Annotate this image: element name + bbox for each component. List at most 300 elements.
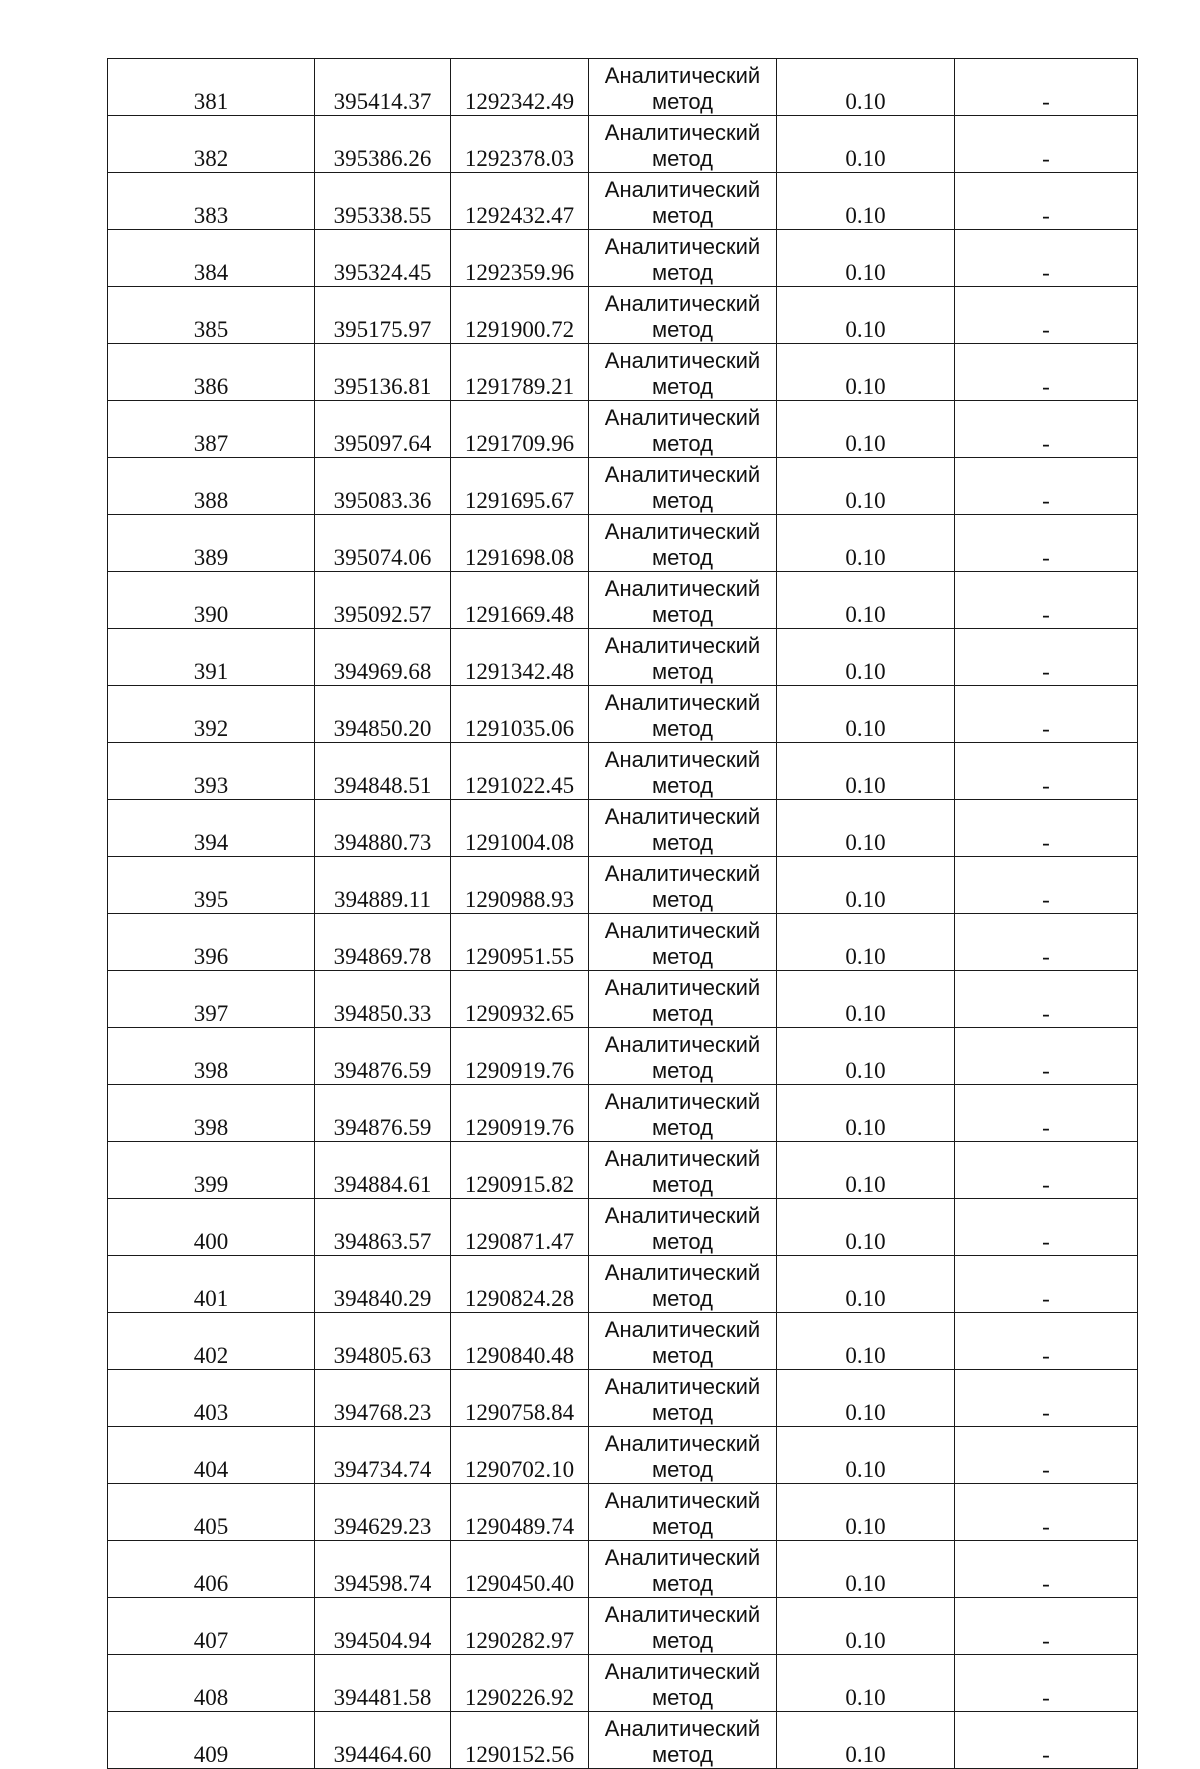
y-coordinate-text: 1290702.10: [464, 1457, 575, 1482]
method-text: Аналитический метод: [604, 120, 761, 171]
y-coordinate-text: 1291035.06: [464, 716, 575, 741]
point-number-text: 385: [193, 317, 229, 342]
table-row: [108, 1541, 1138, 1598]
point-number-text: 407: [193, 1628, 229, 1653]
accuracy-text: 0.10: [845, 830, 886, 855]
point-number-cell: [108, 1313, 315, 1370]
table-row: [108, 458, 1138, 515]
point-number-text: 393: [193, 773, 229, 798]
method-cell: [589, 173, 777, 230]
x-coordinate-text: 394850.33: [333, 1001, 432, 1026]
point-number-cell: [108, 1028, 315, 1085]
x-coordinate-cell: [315, 857, 451, 914]
accuracy-text: 0.10: [845, 1514, 886, 1539]
note-text: -: [1042, 89, 1050, 114]
y-coordinate-cell: [451, 1427, 589, 1484]
x-coordinate-cell: [315, 686, 451, 743]
y-coordinate-text: 1290871.47: [464, 1229, 575, 1254]
note-cell: [955, 1598, 1138, 1655]
note-text: -: [1042, 488, 1050, 513]
method-cell: [589, 1712, 777, 1769]
table-row: [108, 1427, 1138, 1484]
table-row: [108, 800, 1138, 857]
y-coordinate-cell: [451, 1541, 589, 1598]
y-coordinate-cell: [451, 914, 589, 971]
note-cell: [955, 971, 1138, 1028]
x-coordinate-text: 395097.64: [333, 431, 432, 456]
point-number-text: 396: [193, 944, 229, 969]
point-number-cell: [108, 287, 315, 344]
note-text: -: [1042, 431, 1050, 456]
y-coordinate-text: 1291698.08: [464, 545, 575, 570]
y-coordinate-cell: [451, 59, 589, 116]
accuracy-text: 0.10: [845, 773, 886, 798]
y-coordinate-text: 1290988.93: [464, 887, 575, 912]
point-number-cell: [108, 515, 315, 572]
method-cell: [589, 1085, 777, 1142]
x-coordinate-cell: [315, 1370, 451, 1427]
x-coordinate-text: 394876.59: [333, 1058, 432, 1083]
point-number-cell: [108, 1541, 315, 1598]
x-coordinate-text: 394598.74: [333, 1571, 432, 1596]
table-row: [108, 344, 1138, 401]
method-cell: [589, 857, 777, 914]
x-coordinate-text: 394876.59: [333, 1115, 432, 1140]
y-coordinate-cell: [451, 1256, 589, 1313]
point-number-cell: [108, 458, 315, 515]
accuracy-text: 0.10: [845, 1628, 886, 1653]
note-cell: [955, 1199, 1138, 1256]
point-number-cell: [108, 857, 315, 914]
x-coordinate-text: 395175.97: [333, 317, 432, 342]
note-text: -: [1042, 830, 1050, 855]
x-coordinate-cell: [315, 629, 451, 686]
method-cell: [589, 914, 777, 971]
accuracy-text: 0.10: [845, 1457, 886, 1482]
y-coordinate-text: 1291342.48: [464, 659, 575, 684]
x-coordinate-text: 394805.63: [333, 1343, 432, 1368]
method-cell: [589, 686, 777, 743]
accuracy-text: 0.10: [845, 1571, 886, 1596]
y-coordinate-cell: [451, 1313, 589, 1370]
note-cell: [955, 1370, 1138, 1427]
table-row: [108, 1370, 1138, 1427]
point-number-text: 399: [193, 1172, 229, 1197]
method-text: Аналитический метод: [604, 348, 761, 399]
accuracy-cell: [777, 857, 955, 914]
table-row: [108, 173, 1138, 230]
accuracy-cell: [777, 173, 955, 230]
y-coordinate-cell: [451, 1370, 589, 1427]
accuracy-text: 0.10: [845, 431, 886, 456]
note-cell: [955, 116, 1138, 173]
point-number-text: 400: [193, 1229, 229, 1254]
accuracy-text: 0.10: [845, 317, 886, 342]
method-text: Аналитический метод: [604, 1032, 761, 1083]
accuracy-cell: [777, 1655, 955, 1712]
point-number-cell: [108, 116, 315, 173]
method-cell: [589, 572, 777, 629]
note-cell: [955, 1712, 1138, 1769]
point-number-text: 395: [193, 887, 229, 912]
accuracy-text: 0.10: [845, 1400, 886, 1425]
note-text: -: [1042, 1400, 1050, 1425]
table-row: [108, 1142, 1138, 1199]
method-cell: [589, 515, 777, 572]
y-coordinate-cell: [451, 686, 589, 743]
x-coordinate-cell: [315, 344, 451, 401]
accuracy-text: 0.10: [845, 545, 886, 570]
method-cell: [589, 1655, 777, 1712]
accuracy-text: 0.10: [845, 1058, 886, 1083]
x-coordinate-text: 394840.29: [333, 1286, 432, 1311]
x-coordinate-text: 394629.23: [333, 1514, 432, 1539]
table-row: [108, 914, 1138, 971]
note-cell: [955, 572, 1138, 629]
x-coordinate-cell: [315, 1256, 451, 1313]
point-number-cell: [108, 1370, 315, 1427]
table-row: [108, 1256, 1138, 1313]
accuracy-text: 0.10: [845, 1172, 886, 1197]
x-coordinate-cell: [315, 401, 451, 458]
accuracy-cell: [777, 1028, 955, 1085]
point-number-text: 391: [193, 659, 229, 684]
y-coordinate-text: 1290152.56: [464, 1742, 575, 1767]
note-text: -: [1042, 1343, 1050, 1368]
y-coordinate-cell: [451, 1142, 589, 1199]
note-cell: [955, 287, 1138, 344]
y-coordinate-text: 1291669.48: [464, 602, 575, 627]
y-coordinate-cell: [451, 230, 589, 287]
point-number-text: 390: [193, 602, 229, 627]
y-coordinate-text: 1290450.40: [464, 1571, 575, 1596]
accuracy-cell: [777, 1142, 955, 1199]
point-number-cell: [108, 914, 315, 971]
x-coordinate-cell: [315, 1313, 451, 1370]
note-cell: [955, 1028, 1138, 1085]
method-text: Аналитический метод: [604, 1545, 761, 1596]
accuracy-cell: [777, 1427, 955, 1484]
point-number-text: 405: [193, 1514, 229, 1539]
x-coordinate-cell: [315, 116, 451, 173]
point-number-cell: [108, 686, 315, 743]
x-coordinate-cell: [315, 1142, 451, 1199]
note-text: -: [1042, 944, 1050, 969]
table-row: [108, 743, 1138, 800]
table-row: [108, 1655, 1138, 1712]
note-text: -: [1042, 1286, 1050, 1311]
note-text: -: [1042, 374, 1050, 399]
note-cell: [955, 515, 1138, 572]
y-coordinate-cell: [451, 515, 589, 572]
accuracy-cell: [777, 1598, 955, 1655]
table-row: [108, 1199, 1138, 1256]
point-number-cell: [108, 173, 315, 230]
x-coordinate-text: 394504.94: [333, 1628, 432, 1653]
note-text: -: [1042, 203, 1050, 228]
accuracy-text: 0.10: [845, 374, 886, 399]
accuracy-cell: [777, 914, 955, 971]
y-coordinate-cell: [451, 857, 589, 914]
y-coordinate-cell: [451, 1199, 589, 1256]
point-number-cell: [108, 1199, 315, 1256]
y-coordinate-text: 1292342.49: [464, 89, 575, 114]
accuracy-cell: [777, 629, 955, 686]
accuracy-text: 0.10: [845, 260, 886, 285]
point-number-text: 401: [193, 1286, 229, 1311]
table-row: [108, 1028, 1138, 1085]
point-number-cell: [108, 572, 315, 629]
x-coordinate-text: 395386.26: [333, 146, 432, 171]
note-text: -: [1042, 1628, 1050, 1653]
point-number-text: 402: [193, 1343, 229, 1368]
x-coordinate-cell: [315, 1199, 451, 1256]
y-coordinate-cell: [451, 1484, 589, 1541]
point-number-cell: [108, 1598, 315, 1655]
accuracy-text: 0.10: [845, 146, 886, 171]
point-number-cell: [108, 1712, 315, 1769]
table-row: [108, 116, 1138, 173]
note-cell: [955, 1484, 1138, 1541]
y-coordinate-text: 1292359.96: [464, 260, 575, 285]
note-text: -: [1042, 1742, 1050, 1767]
note-cell: [955, 173, 1138, 230]
x-coordinate-text: 395083.36: [333, 488, 432, 513]
y-coordinate-cell: [451, 344, 589, 401]
accuracy-cell: [777, 1712, 955, 1769]
x-coordinate-cell: [315, 1028, 451, 1085]
point-number-text: 397: [193, 1001, 229, 1026]
note-text: -: [1042, 659, 1050, 684]
method-text: Аналитический метод: [604, 177, 761, 228]
method-text: Аналитический метод: [604, 804, 761, 855]
accuracy-text: 0.10: [845, 203, 886, 228]
note-text: -: [1042, 887, 1050, 912]
table-row: [108, 515, 1138, 572]
note-cell: [955, 1541, 1138, 1598]
method-cell: [589, 800, 777, 857]
table-row: [108, 686, 1138, 743]
method-cell: [589, 743, 777, 800]
method-cell: [589, 1199, 777, 1256]
note-cell: [955, 458, 1138, 515]
note-text: -: [1042, 716, 1050, 741]
method-cell: [589, 1427, 777, 1484]
x-coordinate-text: 394464.60: [333, 1742, 432, 1767]
table-row: [108, 1598, 1138, 1655]
y-coordinate-cell: [451, 971, 589, 1028]
accuracy-text: 0.10: [845, 1685, 886, 1710]
y-coordinate-text: 1290758.84: [464, 1400, 575, 1425]
method-cell: [589, 1541, 777, 1598]
method-text: Аналитический метод: [604, 519, 761, 570]
note-text: -: [1042, 773, 1050, 798]
y-coordinate-cell: [451, 1712, 589, 1769]
note-cell: [955, 914, 1138, 971]
point-number-cell: [108, 1655, 315, 1712]
method-text: Аналитический метод: [604, 576, 761, 627]
accuracy-cell: [777, 458, 955, 515]
method-cell: [589, 116, 777, 173]
point-number-cell: [108, 800, 315, 857]
method-text: Аналитический метод: [604, 861, 761, 912]
table-row: [108, 1484, 1138, 1541]
method-cell: [589, 344, 777, 401]
y-coordinate-text: 1291789.21: [464, 374, 575, 399]
note-text: -: [1042, 1457, 1050, 1482]
x-coordinate-cell: [315, 287, 451, 344]
point-number-text: 408: [193, 1685, 229, 1710]
note-cell: [955, 857, 1138, 914]
note-text: -: [1042, 260, 1050, 285]
method-text: Аналитический метод: [604, 633, 761, 684]
x-coordinate-text: 394884.61: [333, 1172, 432, 1197]
y-coordinate-cell: [451, 1028, 589, 1085]
table-row: [108, 1712, 1138, 1769]
x-coordinate-cell: [315, 173, 451, 230]
point-number-cell: [108, 401, 315, 458]
y-coordinate-text: 1290919.76: [464, 1115, 575, 1140]
note-cell: [955, 230, 1138, 287]
note-cell: [955, 1085, 1138, 1142]
x-coordinate-cell: [315, 1598, 451, 1655]
note-text: -: [1042, 1685, 1050, 1710]
accuracy-text: 0.10: [845, 1229, 886, 1254]
y-coordinate-text: 1291900.72: [464, 317, 575, 342]
y-coordinate-text: 1290824.28: [464, 1286, 575, 1311]
method-cell: [589, 629, 777, 686]
accuracy-text: 0.10: [845, 716, 886, 741]
y-coordinate-cell: [451, 173, 589, 230]
x-coordinate-cell: [315, 800, 451, 857]
point-number-text: 403: [193, 1400, 229, 1425]
table-row: [108, 572, 1138, 629]
accuracy-text: 0.10: [845, 1115, 886, 1140]
method-text: Аналитический метод: [604, 918, 761, 969]
table-row: [108, 59, 1138, 116]
method-text: Аналитический метод: [604, 1716, 761, 1767]
point-number-cell: [108, 1142, 315, 1199]
method-text: Аналитический метод: [604, 1146, 761, 1197]
x-coordinate-cell: [315, 230, 451, 287]
y-coordinate-text: 1290915.82: [464, 1172, 575, 1197]
method-text: Аналитический метод: [604, 63, 761, 114]
x-coordinate-cell: [315, 458, 451, 515]
accuracy-cell: [777, 1484, 955, 1541]
point-number-text: 398: [193, 1058, 229, 1083]
point-number-cell: [108, 1427, 315, 1484]
accuracy-text: 0.10: [845, 1286, 886, 1311]
note-text: -: [1042, 146, 1050, 171]
x-coordinate-text: 394869.78: [333, 944, 432, 969]
table-row: [108, 287, 1138, 344]
x-coordinate-text: 395414.37: [333, 89, 432, 114]
method-cell: [589, 287, 777, 344]
x-coordinate-text: 394863.57: [333, 1229, 432, 1254]
note-cell: [955, 1655, 1138, 1712]
point-number-text: 381: [193, 89, 229, 114]
accuracy-cell: [777, 743, 955, 800]
accuracy-cell: [777, 800, 955, 857]
x-coordinate-text: 394969.68: [333, 659, 432, 684]
point-number-text: 386: [193, 374, 229, 399]
x-coordinate-text: 394734.74: [333, 1457, 432, 1482]
accuracy-cell: [777, 1256, 955, 1313]
method-cell: [589, 401, 777, 458]
accuracy-cell: [777, 572, 955, 629]
method-text: Аналитический метод: [604, 1203, 761, 1254]
note-text: -: [1042, 1571, 1050, 1596]
x-coordinate-text: 394481.58: [333, 1685, 432, 1710]
method-cell: [589, 458, 777, 515]
method-text: Аналитический метод: [604, 462, 761, 513]
y-coordinate-text: 1290951.55: [464, 944, 575, 969]
y-coordinate-text: 1292432.47: [464, 203, 575, 228]
note-cell: [955, 59, 1138, 116]
point-number-cell: [108, 344, 315, 401]
method-cell: [589, 1370, 777, 1427]
note-text: -: [1042, 1058, 1050, 1083]
accuracy-cell: [777, 1313, 955, 1370]
note-text: -: [1042, 317, 1050, 342]
accuracy-cell: [777, 344, 955, 401]
x-coordinate-cell: [315, 1541, 451, 1598]
y-coordinate-cell: [451, 800, 589, 857]
method-text: Аналитический метод: [604, 234, 761, 285]
point-number-text: 383: [193, 203, 229, 228]
note-cell: [955, 686, 1138, 743]
note-cell: [955, 1142, 1138, 1199]
point-number-cell: [108, 743, 315, 800]
note-cell: [955, 743, 1138, 800]
note-cell: [955, 1427, 1138, 1484]
x-coordinate-cell: [315, 572, 451, 629]
y-coordinate-text: 1291709.96: [464, 431, 575, 456]
y-coordinate-cell: [451, 629, 589, 686]
note-text: -: [1042, 1172, 1050, 1197]
table-row: [108, 1313, 1138, 1370]
table-row: [108, 857, 1138, 914]
y-coordinate-cell: [451, 743, 589, 800]
note-cell: [955, 1313, 1138, 1370]
accuracy-text: 0.10: [845, 659, 886, 684]
point-number-text: 409: [193, 1742, 229, 1767]
y-coordinate-text: 1290489.74: [464, 1514, 575, 1539]
method-cell: [589, 971, 777, 1028]
coordinates-table: [107, 58, 1138, 1769]
x-coordinate-cell: [315, 1085, 451, 1142]
accuracy-cell: [777, 287, 955, 344]
point-number-cell: [108, 629, 315, 686]
method-cell: [589, 1313, 777, 1370]
table-row: [108, 629, 1138, 686]
point-number-text: 388: [193, 488, 229, 513]
method-text: Аналитический метод: [604, 975, 761, 1026]
note-cell: [955, 1256, 1138, 1313]
x-coordinate-cell: [315, 971, 451, 1028]
method-cell: [589, 1598, 777, 1655]
accuracy-cell: [777, 686, 955, 743]
point-number-text: 382: [193, 146, 229, 171]
y-coordinate-text: 1291004.08: [464, 830, 575, 855]
x-coordinate-text: 395324.45: [333, 260, 432, 285]
method-cell: [589, 1256, 777, 1313]
y-coordinate-cell: [451, 116, 589, 173]
accuracy-text: 0.10: [845, 887, 886, 912]
x-coordinate-cell: [315, 1484, 451, 1541]
accuracy-cell: [777, 116, 955, 173]
point-number-cell: [108, 1484, 315, 1541]
